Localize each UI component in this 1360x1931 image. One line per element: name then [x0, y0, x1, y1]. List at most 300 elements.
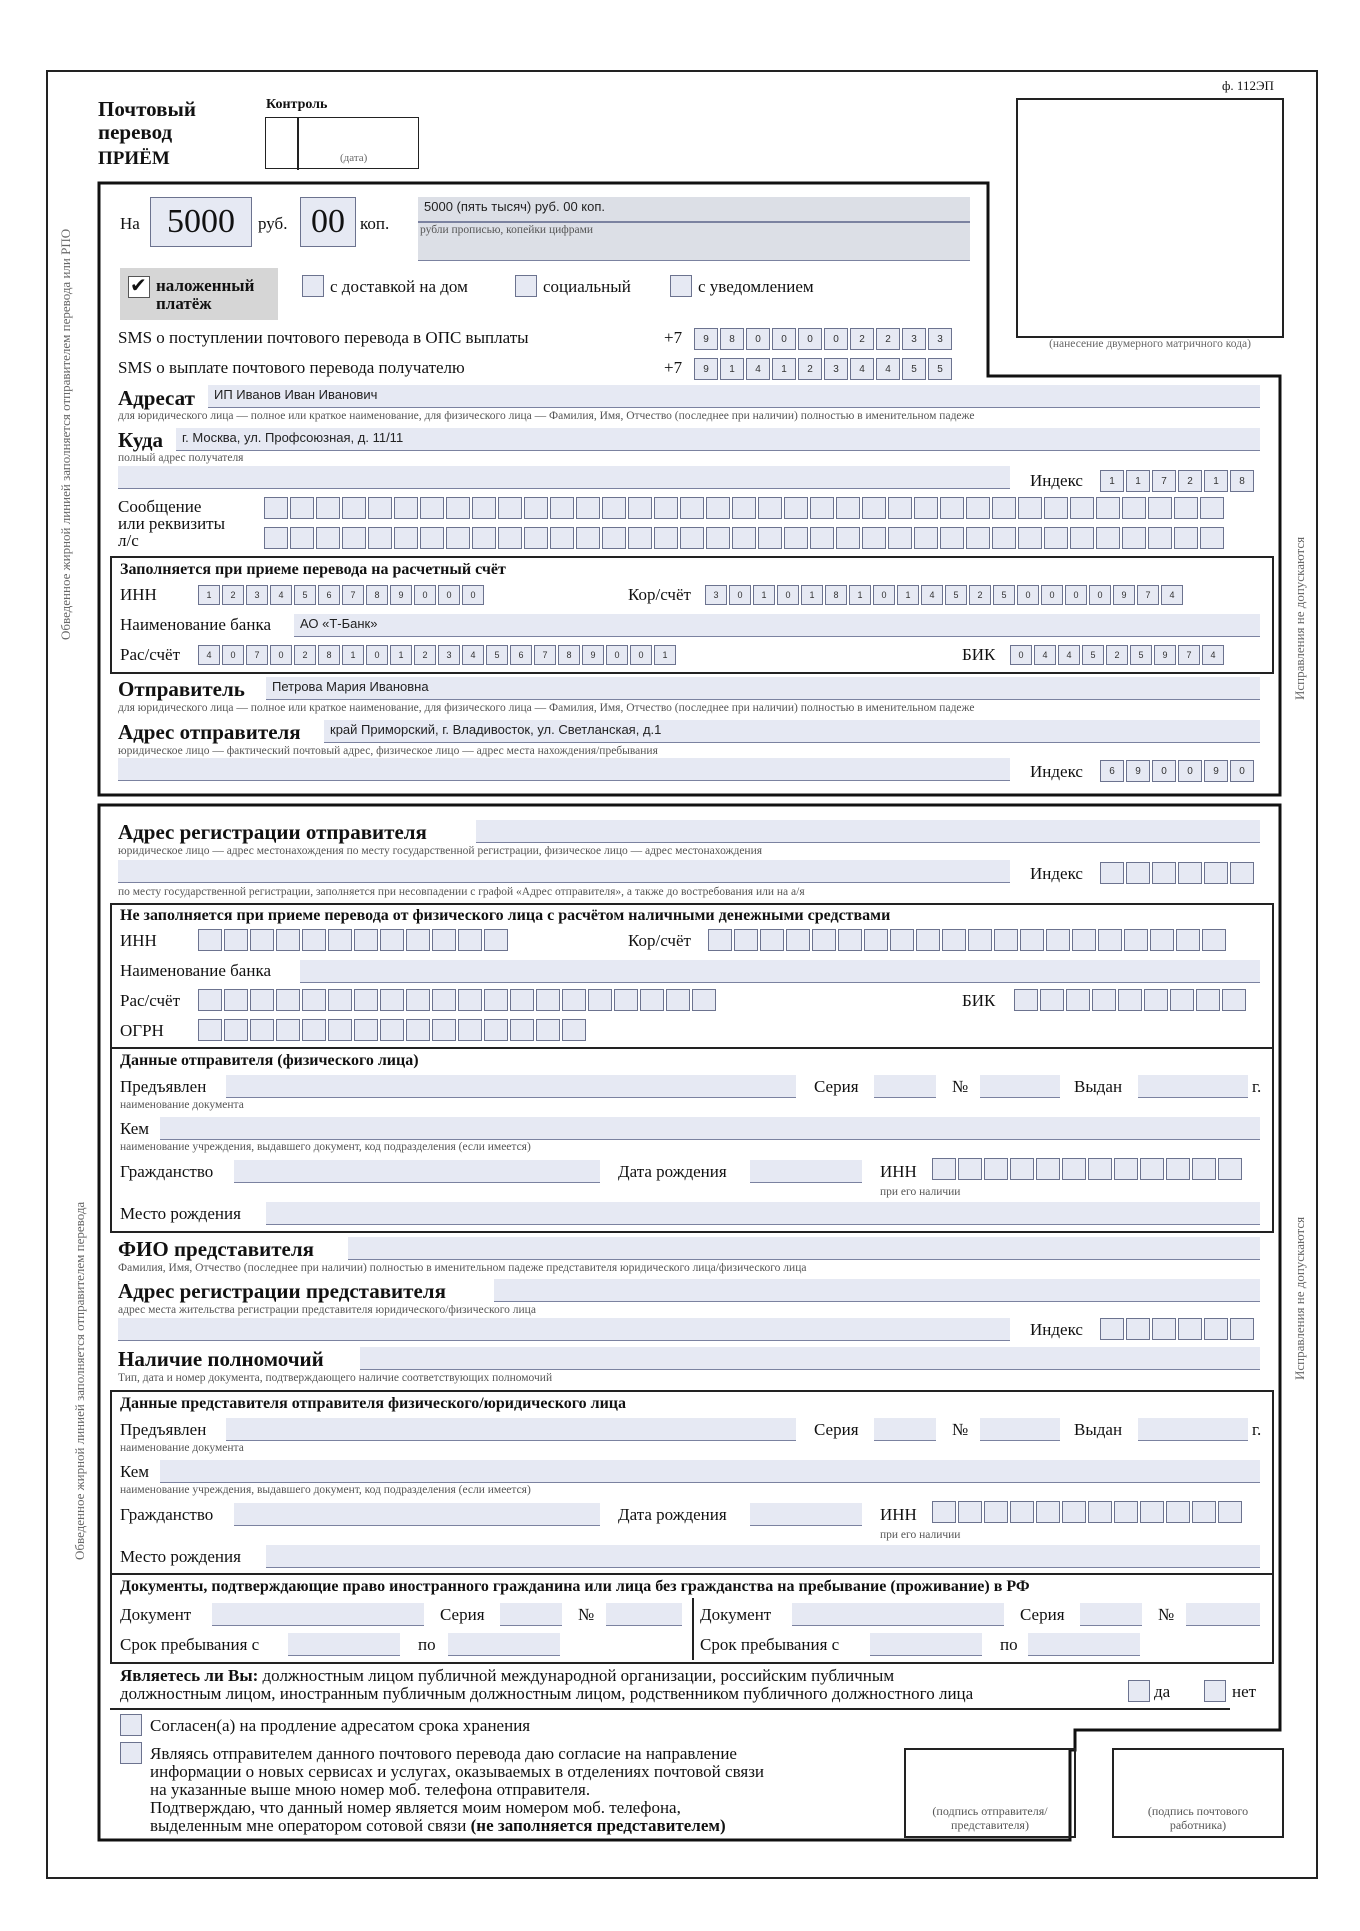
- rep-fio-hint: Фамилия, Имя, Отчество (последнее при наличии) полностью в именительном падеже представителя юридического лица/физического лица: [118, 1262, 807, 1274]
- empty-cell[interactable]: [968, 929, 992, 951]
- empty-cell[interactable]: [250, 1019, 274, 1041]
- rep-no-field[interactable]: [980, 1418, 1060, 1441]
- person-doc-field[interactable]: [226, 1075, 796, 1098]
- digit-cell[interactable]: 5: [294, 585, 316, 605]
- digit-cell[interactable]: 4: [876, 358, 900, 380]
- digit-cell[interactable]: 4: [270, 585, 292, 605]
- empty-cell[interactable]: [1218, 1501, 1242, 1523]
- person-issued-field[interactable]: [1138, 1075, 1248, 1098]
- digit-cell[interactable]: 8: [720, 328, 744, 350]
- person-by-hint: наименование учреждения, выдавшего документ, код подразделения (если имеется): [120, 1141, 531, 1153]
- digit-cell[interactable]: 1: [390, 645, 412, 665]
- rub-label: руб.: [258, 214, 288, 233]
- empty-cell[interactable]: [1098, 929, 1122, 951]
- digit-cell[interactable]: 1: [897, 585, 919, 605]
- empty-cell[interactable]: [1152, 1318, 1176, 1340]
- empty-cell[interactable]: [1072, 929, 1096, 951]
- digit-cell[interactable]: 5: [928, 358, 952, 380]
- sms-receipt-label: SMS о поступлении почтового перевода в ОПС выплаты: [118, 328, 529, 347]
- empty-cell[interactable]: [1010, 1158, 1034, 1180]
- reg-index-label: Индекс: [1030, 864, 1083, 883]
- empty-cell[interactable]: [838, 929, 862, 951]
- foreign-to-label-2: по: [1000, 1635, 1018, 1654]
- pep-yes-label: да: [1154, 1682, 1171, 1701]
- empty-cell[interactable]: [1126, 1318, 1150, 1340]
- person-birthplace-field[interactable]: [266, 1202, 1260, 1225]
- empty-cell[interactable]: [1192, 1501, 1216, 1523]
- digit-cell[interactable]: 4: [850, 358, 874, 380]
- foreign-doc-field-1[interactable]: [212, 1603, 424, 1626]
- digit-cell[interactable]: 0: [1089, 585, 1111, 605]
- empty-cell[interactable]: [432, 1019, 456, 1041]
- digit-cell[interactable]: 0: [414, 585, 436, 605]
- digit-cell[interactable]: 0: [777, 585, 799, 605]
- empty-cell[interactable]: [1152, 862, 1176, 884]
- digit-cell[interactable]: 0: [438, 585, 460, 605]
- rep-powers-hint: Тип, дата и номер документа, подтверждающего наличие соответствующих полномочий: [118, 1372, 553, 1384]
- foreign-stay-to-field-1[interactable]: [448, 1633, 560, 1656]
- empty-cell[interactable]: [1144, 989, 1168, 1011]
- digit-cell[interactable]: 7: [1178, 645, 1200, 665]
- empty-cell[interactable]: [958, 1158, 982, 1180]
- account-header: Заполняется при приеме перевода на расчетный счёт: [120, 561, 506, 578]
- empty-cell[interactable]: [354, 929, 378, 951]
- person-citizenship-field[interactable]: [234, 1160, 600, 1183]
- empty-cell[interactable]: [1036, 1158, 1060, 1180]
- digit-cell[interactable]: 1: [720, 358, 744, 380]
- empty-cell[interactable]: [1178, 862, 1202, 884]
- empty-cell[interactable]: [1010, 1501, 1034, 1523]
- digit-cell[interactable]: 0: [1178, 760, 1202, 782]
- empty-cell[interactable]: [432, 989, 456, 1011]
- addressee-hint: для юридического лица — полное или краткое наименование, для физического лица — Фамилия, Имя, Отчество (последнее при наличии) полностью в именительном падеже: [118, 410, 975, 422]
- sender-index-label: Индекс: [1030, 762, 1083, 781]
- digit-cell[interactable]: 0: [606, 645, 628, 665]
- digit-cell[interactable]: 3: [902, 328, 926, 350]
- amount-words-hint: рубли прописью, копейки цифрами: [420, 224, 594, 236]
- digit-cell[interactable]: 5: [1082, 645, 1104, 665]
- nocash-kor-cells[interactable]: [708, 929, 1226, 951]
- digit-cell[interactable]: 4: [1202, 645, 1224, 665]
- digit-cell[interactable]: 5: [945, 585, 967, 605]
- rep-series-label: Серия: [814, 1420, 859, 1439]
- digit-cell[interactable]: 0: [772, 328, 796, 350]
- digit-cell[interactable]: 4: [462, 645, 484, 665]
- digit-cell[interactable]: 4: [1161, 585, 1183, 605]
- digit-cell[interactable]: 1: [772, 358, 796, 380]
- digit-cell[interactable]: 4: [1034, 645, 1056, 665]
- digit-cell[interactable]: 6: [1100, 760, 1124, 782]
- empty-cell[interactable]: [1114, 1501, 1138, 1523]
- empty-cell[interactable]: [354, 989, 378, 1011]
- digit-cell[interactable]: 0: [1065, 585, 1087, 605]
- empty-cell[interactable]: [1062, 1501, 1086, 1523]
- foreign-to-label-1: по: [418, 1635, 436, 1654]
- empty-cell[interactable]: [1040, 989, 1064, 1011]
- pep-question-text-1: должностным лицом публичной международной организации, российским публичным: [258, 1666, 895, 1685]
- digit-cell[interactable]: 1: [198, 585, 220, 605]
- person-inn-hint: при его наличии: [880, 1186, 961, 1198]
- empty-cell[interactable]: [692, 989, 716, 1011]
- digit-cell[interactable]: 4: [921, 585, 943, 605]
- nocash-bik-cells[interactable]: [1014, 989, 1246, 1011]
- rep-powers-label: Наличие полномочий: [118, 1347, 324, 1371]
- empty-cell[interactable]: [302, 989, 326, 1011]
- rep-by-field[interactable]: [160, 1460, 1260, 1483]
- rep-series-field[interactable]: [874, 1418, 936, 1441]
- digit-cell[interactable]: 9: [390, 585, 412, 605]
- empty-cell[interactable]: [380, 929, 404, 951]
- empty-cell[interactable]: [406, 989, 430, 1011]
- digit-cell[interactable]: 1: [753, 585, 775, 605]
- empty-cell[interactable]: [916, 929, 940, 951]
- empty-cell[interactable]: [640, 989, 664, 1011]
- empty-cell[interactable]: [1204, 862, 1228, 884]
- empty-cell[interactable]: [708, 929, 732, 951]
- empty-cell[interactable]: [984, 1501, 1008, 1523]
- empty-cell[interactable]: [1126, 862, 1150, 884]
- digit-cell[interactable]: 3: [246, 585, 268, 605]
- empty-cell[interactable]: [562, 989, 586, 1011]
- digit-cell[interactable]: 2: [1178, 470, 1202, 492]
- digit-cell[interactable]: 3: [705, 585, 727, 605]
- empty-cell[interactable]: [786, 929, 810, 951]
- digit-cell[interactable]: 2: [414, 645, 436, 665]
- digit-cell[interactable]: 4: [198, 645, 220, 665]
- empty-cell[interactable]: [1170, 989, 1194, 1011]
- digit-cell[interactable]: 2: [294, 645, 316, 665]
- digit-cell[interactable]: 9: [1126, 760, 1150, 782]
- digit-cell[interactable]: 4: [1058, 645, 1080, 665]
- empty-cell[interactable]: [484, 989, 508, 1011]
- empty-cell[interactable]: [994, 929, 1018, 951]
- empty-cell[interactable]: [536, 1019, 560, 1041]
- digit-cell[interactable]: 2: [1106, 645, 1128, 665]
- digit-cell[interactable]: 1: [342, 645, 364, 665]
- empty-cell[interactable]: [760, 929, 784, 951]
- empty-cell[interactable]: [1230, 862, 1254, 884]
- digit-cell[interactable]: 2: [222, 585, 244, 605]
- foreign-no-field-2[interactable]: [1186, 1603, 1260, 1626]
- digit-cell[interactable]: 1: [1126, 470, 1150, 492]
- rep-powers-field[interactable]: [360, 1347, 1260, 1370]
- digit-cell[interactable]: 5: [486, 645, 508, 665]
- empty-cell[interactable]: [1140, 1501, 1164, 1523]
- empty-cell[interactable]: [1196, 989, 1220, 1011]
- rep-birth-label: Дата рождения: [618, 1505, 727, 1524]
- empty-cell[interactable]: [380, 1019, 404, 1041]
- empty-cell[interactable]: [198, 989, 222, 1011]
- rep-inn-cells[interactable]: [932, 1501, 1242, 1523]
- kop-amount-box[interactable]: 00: [300, 197, 356, 247]
- where-index-label: Индекс: [1030, 471, 1083, 490]
- digit-cell[interactable]: 0: [873, 585, 895, 605]
- digit-cell[interactable]: 2: [798, 358, 822, 380]
- info-consent-line-2: информации о новых сервисах и услугах, оказываемых в отделениях почтовой связи: [150, 1762, 765, 1781]
- empty-cell[interactable]: [354, 1019, 378, 1041]
- digit-cell[interactable]: 0: [824, 328, 848, 350]
- empty-cell[interactable]: [1176, 929, 1200, 951]
- empty-cell[interactable]: [276, 1019, 300, 1041]
- digit-cell[interactable]: 1: [849, 585, 871, 605]
- reg-address-field-line-2[interactable]: [118, 860, 1010, 883]
- sender-address-label: Адрес отправителя: [118, 720, 301, 744]
- empty-cell[interactable]: [328, 989, 352, 1011]
- foreign-series-label-2: Серия: [1020, 1605, 1065, 1624]
- digit-cell[interactable]: 9: [582, 645, 604, 665]
- digit-cell[interactable]: 0: [1152, 760, 1176, 782]
- digit-cell[interactable]: 7: [534, 645, 556, 665]
- notify-label: с уведомлением: [698, 277, 814, 296]
- empty-cell[interactable]: [536, 989, 560, 1011]
- empty-cell[interactable]: [1204, 1318, 1228, 1340]
- pep-yes-checkbox[interactable]: [1128, 1680, 1150, 1702]
- nocash-ras-cells[interactable]: [198, 989, 716, 1011]
- digit-cell[interactable]: 0: [1041, 585, 1063, 605]
- empty-cell[interactable]: [734, 929, 758, 951]
- sms-payout-prefix: +7: [664, 358, 683, 377]
- empty-cell[interactable]: [864, 929, 888, 951]
- empty-cell[interactable]: [302, 929, 326, 951]
- empty-cell[interactable]: [1046, 929, 1070, 951]
- digit-cell[interactable]: 0: [630, 645, 652, 665]
- empty-cell[interactable]: [224, 1019, 248, 1041]
- nocash-bik-label: БИК: [962, 991, 996, 1010]
- empty-cell[interactable]: [1218, 1158, 1242, 1180]
- rep-data-header: Данные представителя отправителя физического/юридического лица: [120, 1395, 627, 1412]
- empty-cell[interactable]: [484, 929, 508, 951]
- digit-cell[interactable]: 7: [342, 585, 364, 605]
- empty-cell[interactable]: [1230, 1318, 1254, 1340]
- empty-cell[interactable]: [432, 929, 456, 951]
- empty-cell[interactable]: [1202, 929, 1226, 951]
- digit-cell[interactable]: 2: [850, 328, 874, 350]
- empty-cell[interactable]: [1092, 989, 1116, 1011]
- rep-issued-field[interactable]: [1138, 1418, 1248, 1441]
- digit-cell[interactable]: 6: [510, 645, 532, 665]
- rep-index-label: Индекс: [1030, 1320, 1083, 1339]
- person-header: Данные отправителя (физического лица): [120, 1052, 419, 1069]
- digit-cell[interactable]: 9: [694, 328, 718, 350]
- side-note-left-bottom: Обведенное жирной линией заполняется отправителем перевода: [72, 1201, 87, 1560]
- empty-cell[interactable]: [406, 929, 430, 951]
- digit-cell[interactable]: 7: [246, 645, 268, 665]
- empty-cell[interactable]: [328, 929, 352, 951]
- digit-cell[interactable]: 1: [654, 645, 676, 665]
- kop-label: коп.: [360, 214, 390, 233]
- rep-birthplace-field[interactable]: [266, 1545, 1260, 1568]
- foreign-doc-field-2[interactable]: [792, 1603, 1004, 1626]
- digit-cell[interactable]: 2: [876, 328, 900, 350]
- empty-cell[interactable]: [1062, 1158, 1086, 1180]
- rub-amount-box[interactable]: 5000: [150, 197, 252, 247]
- empty-cell[interactable]: [958, 1501, 982, 1523]
- empty-cell[interactable]: [562, 1019, 586, 1041]
- empty-cell[interactable]: [984, 1158, 1008, 1180]
- empty-cell[interactable]: [932, 1501, 956, 1523]
- form-code: ф. 112ЭП: [1222, 78, 1274, 93]
- digit-cell[interactable]: 8: [1230, 470, 1254, 492]
- sender-signature-hint-1: (подпись отправителя/: [932, 1804, 1048, 1818]
- digit-cell[interactable]: 3: [438, 645, 460, 665]
- digit-cell[interactable]: 0: [366, 645, 388, 665]
- empty-cell[interactable]: [1124, 929, 1148, 951]
- empty-cell[interactable]: [1140, 1158, 1164, 1180]
- digit-cell[interactable]: 8: [318, 645, 340, 665]
- empty-cell[interactable]: [1088, 1501, 1112, 1523]
- digit-cell[interactable]: 0: [729, 585, 751, 605]
- digit-cell[interactable]: 8: [558, 645, 580, 665]
- nocash-ogrn-cells[interactable]: [198, 1019, 586, 1041]
- digit-cell[interactable]: 3: [824, 358, 848, 380]
- digit-cell[interactable]: 1: [1100, 470, 1124, 492]
- digit-cell[interactable]: 0: [222, 645, 244, 665]
- rep-birth-field[interactable]: [750, 1503, 862, 1526]
- digit-cell[interactable]: 0: [746, 328, 770, 350]
- digit-cell[interactable]: 6: [318, 585, 340, 605]
- rep-fio-label: ФИО представителя: [118, 1237, 315, 1261]
- empty-cell[interactable]: [380, 989, 404, 1011]
- person-issued-label: Выдан: [1074, 1077, 1123, 1096]
- amount-na-label: На: [120, 214, 140, 233]
- empty-cell[interactable]: [1066, 989, 1090, 1011]
- digit-cell[interactable]: 7: [1152, 470, 1176, 492]
- pep-divider: [110, 1708, 1230, 1710]
- digit-cell[interactable]: 0: [462, 585, 484, 605]
- person-inn-cells[interactable]: [932, 1158, 1242, 1180]
- digit-cell[interactable]: 9: [694, 358, 718, 380]
- empty-cell[interactable]: [1118, 989, 1142, 1011]
- digit-cell[interactable]: 1: [1204, 470, 1228, 492]
- rep-index-cells[interactable]: [1100, 1318, 1254, 1340]
- digit-cell[interactable]: 9: [1113, 585, 1135, 605]
- empty-cell[interactable]: [614, 989, 638, 1011]
- empty-cell[interactable]: [1020, 929, 1044, 951]
- empty-cell[interactable]: [224, 929, 248, 951]
- empty-cell[interactable]: [198, 929, 222, 951]
- foreign-stay-from-field-2[interactable]: [870, 1633, 982, 1656]
- digit-cell[interactable]: 8: [825, 585, 847, 605]
- digit-cell[interactable]: 0: [1230, 760, 1254, 782]
- foreign-stay-to-field-2[interactable]: [1028, 1633, 1140, 1656]
- person-birth-label: Дата рождения: [618, 1162, 727, 1181]
- digit-cell[interactable]: 0: [270, 645, 292, 665]
- sender-signature-hint-2: представителя): [951, 1818, 1029, 1832]
- reg-index-cells[interactable]: [1100, 862, 1254, 884]
- digit-cell[interactable]: 5: [902, 358, 926, 380]
- empty-cell[interactable]: [198, 1019, 222, 1041]
- rep-address-field[interactable]: [494, 1279, 1260, 1302]
- empty-cell[interactable]: [812, 929, 836, 951]
- reg-address-field[interactable]: [476, 820, 1260, 843]
- empty-cell[interactable]: [510, 989, 534, 1011]
- empty-cell[interactable]: [458, 929, 482, 951]
- empty-cell[interactable]: [1014, 989, 1038, 1011]
- empty-cell[interactable]: [276, 929, 300, 951]
- digit-cell[interactable]: 5: [993, 585, 1015, 605]
- person-birth-field[interactable]: [750, 1160, 862, 1183]
- digit-cell[interactable]: 9: [1204, 760, 1228, 782]
- empty-cell[interactable]: [328, 1019, 352, 1041]
- empty-cell[interactable]: [666, 989, 690, 1011]
- where-label: Куда: [118, 428, 164, 452]
- rep-inn-label: ИНН: [880, 1505, 917, 1524]
- foreign-stay-from-field-1[interactable]: [288, 1633, 400, 1656]
- digit-cell[interactable]: 7: [1137, 585, 1159, 605]
- empty-cell[interactable]: [588, 989, 612, 1011]
- empty-cell[interactable]: [224, 989, 248, 1011]
- digit-cell[interactable]: 8: [366, 585, 388, 605]
- info-consent-checkbox[interactable]: [120, 1742, 142, 1764]
- empty-cell[interactable]: [1114, 1158, 1138, 1180]
- empty-cell[interactable]: [510, 1019, 534, 1041]
- sender-hint: для юридического лица — полное или краткое наименование, для физического лица — Фамилия, Имя, Отчество (последнее при наличии) полностью в именительном падеже: [118, 702, 975, 714]
- empty-cell[interactable]: [1178, 1318, 1202, 1340]
- empty-cell[interactable]: [302, 1019, 326, 1041]
- empty-cell[interactable]: [276, 989, 300, 1011]
- empty-cell[interactable]: [1222, 989, 1246, 1011]
- digit-cell[interactable]: 1: [801, 585, 823, 605]
- empty-cell[interactable]: [1192, 1158, 1216, 1180]
- account-bank-value: АО «Т-Банк»: [300, 616, 378, 631]
- rep-fio-field[interactable]: [348, 1237, 1260, 1260]
- empty-cell[interactable]: [458, 1019, 482, 1041]
- foreign-series-field-1[interactable]: [500, 1603, 562, 1626]
- empty-cell[interactable]: [1166, 1158, 1190, 1180]
- account-inn-label: ИНН: [120, 585, 157, 604]
- empty-cell[interactable]: [250, 929, 274, 951]
- empty-cell[interactable]: [458, 989, 482, 1011]
- digit-cell[interactable]: 0: [798, 328, 822, 350]
- title-line-3: ПРИЁМ: [98, 148, 170, 169]
- digit-cell[interactable]: 0: [1010, 645, 1032, 665]
- nocash-inn-cells[interactable]: [198, 929, 508, 951]
- empty-cell[interactable]: [250, 989, 274, 1011]
- pep-no-checkbox[interactable]: [1204, 1680, 1226, 1702]
- empty-cell[interactable]: [1166, 1501, 1190, 1523]
- empty-cell[interactable]: [1088, 1158, 1112, 1180]
- rep-citizenship-field[interactable]: [234, 1503, 600, 1526]
- digit-cell[interactable]: 9: [1154, 645, 1176, 665]
- empty-cell[interactable]: [1100, 862, 1124, 884]
- rep-address-field-line-2[interactable]: [118, 1318, 1010, 1341]
- rep-doc-field[interactable]: [226, 1418, 796, 1441]
- empty-cell[interactable]: [1036, 1501, 1060, 1523]
- person-by-field[interactable]: [160, 1117, 1260, 1140]
- person-series-field[interactable]: [874, 1075, 936, 1098]
- empty-cell[interactable]: [1100, 1318, 1124, 1340]
- empty-cell[interactable]: [406, 1019, 430, 1041]
- digit-cell[interactable]: 0: [1017, 585, 1039, 605]
- foreign-no-field-1[interactable]: [606, 1603, 682, 1626]
- digit-cell[interactable]: 3: [928, 328, 952, 350]
- nocash-bank-field[interactable]: [300, 960, 1260, 983]
- empty-cell[interactable]: [932, 1158, 956, 1180]
- storage-consent-checkbox[interactable]: [120, 1714, 142, 1736]
- person-divider: [110, 1047, 1272, 1049]
- digit-cell[interactable]: 5: [1130, 645, 1152, 665]
- empty-cell[interactable]: [484, 1019, 508, 1041]
- person-no-field[interactable]: [980, 1075, 1060, 1098]
- amount-words-value: 5000 (пять тысяч) руб. 00 коп.: [424, 199, 606, 214]
- foreign-series-field-2[interactable]: [1080, 1603, 1142, 1626]
- digit-cell[interactable]: 4: [746, 358, 770, 380]
- empty-cell[interactable]: [942, 929, 966, 951]
- digit-cell[interactable]: 2: [969, 585, 991, 605]
- empty-cell[interactable]: [890, 929, 914, 951]
- empty-cell[interactable]: [1150, 929, 1174, 951]
- nocash-kor-label: Кор/счёт: [628, 931, 691, 950]
